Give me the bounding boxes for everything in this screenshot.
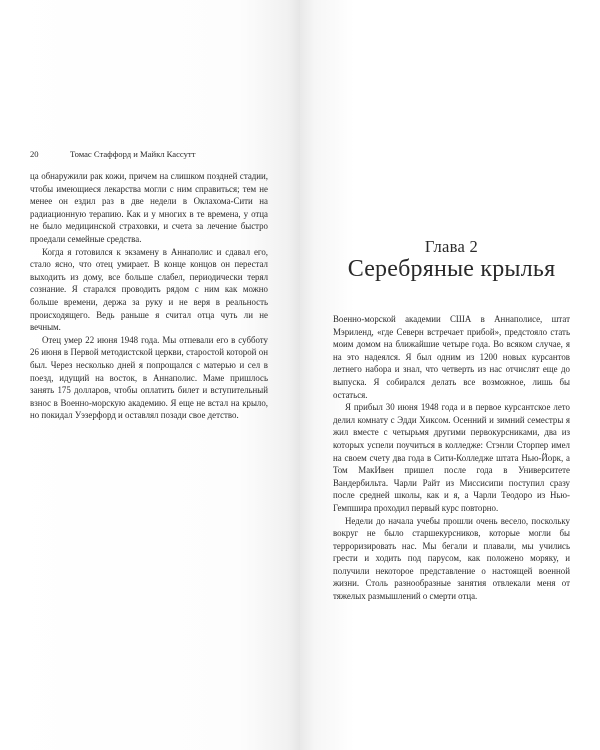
paragraph: Когда я готовился к экзамену в Аннаполис и сдавал его, стало ясно, что отец умирает. В конце концов он перестал выходить из дому, все больше слабел, периодически терял сознание. Я старался проводить рядом с ним как можно больше времени, держа за руку и не веря в реальность происходящего. Ведь раньше я считал отца чуть ли не вечным. bbox=[30, 246, 268, 333]
running-head-authors: Томас Стаффорд и Майкл Кассутт bbox=[70, 149, 196, 159]
paragraph: ца обнаружили рак кожи, причем на слишком поздней стадии, чтобы имеющиеся лекарства могли с ним справиться; тем не менее он ездил раз в две недели в Оклахома-Сити на радиационную терапию. Как и у многих в те времена, у отца не было медицинской страховки, и счета за лечение быстро проедали семейные средства. bbox=[30, 171, 268, 244]
page-number: 20 bbox=[30, 149, 39, 159]
chapter-label: Глава 2 bbox=[424, 237, 479, 256]
paragraph: Отец умер 22 июня 1948 года. Мы отпевали его в субботу 26 июня в Первой методистской церкви, старостой которой он был. Через несколько дней я попрощался с матерью и сел в поезд, идущий на восток, в Аннаполис. Маме пришлось занять 175 долларов, чтобы оплатить билет и вступительный взнос в Военно-морскую академию. Я еще не встал на крыло, но покидал Уэзерфорд и оставлял позади свое детство. bbox=[30, 334, 268, 421]
paragraph: Недели до начала учебы прошли очень весело, поскольку вокруг не было старшекурсников, которые могли бы терроризировать нас. Мы бегали и плавали, мы учились грести и ходить под парусом, как положено моряку, и получили некоторое представление о настоящей военной жизни. Столь разнообразные занятия отвлекали меня от тяжелых размышлений о смерти отца. bbox=[333, 515, 570, 602]
paragraph: Я прибыл 30 июня 1948 года и в первое курсантское лето делил комнату с Эдди Хиксом. Осенний и зимний семестры я жил вместе с четырьмя другими первокурсниками, два из которых успели поучиться в колледже: Стэнли Сторпер имел на своем счету два года в Сити-Колледже штата Нью-Йорк, а Том МакИвен пришел после года в Университете Вандербильта. Чарли Райт из Миссисипи поступил сразу после средней школы, как и я, а Чарли Теодоро из Нью-Гемпшира проходил первый курс повторно. bbox=[333, 402, 570, 513]
right-page-body bbox=[333, 313, 570, 603]
left-page-body bbox=[30, 170, 268, 422]
paragraph: Военно-морской академии США в Аннаполисе, штат Мэриленд, «где Северн встречает прибой», предстояло стать моим домом на ближайшие четыре года. Во всяком случае, я на это надеялся. Я был одним из 1200 новых курсантов летнего набора и знал, что четверть из нас отчислят еще до выпуска. Я собирался делать все возможное, лишь бы остаться. bbox=[333, 314, 570, 400]
chapter-title: Серебряные крылья bbox=[347, 256, 556, 282]
running-head bbox=[30, 149, 280, 159]
